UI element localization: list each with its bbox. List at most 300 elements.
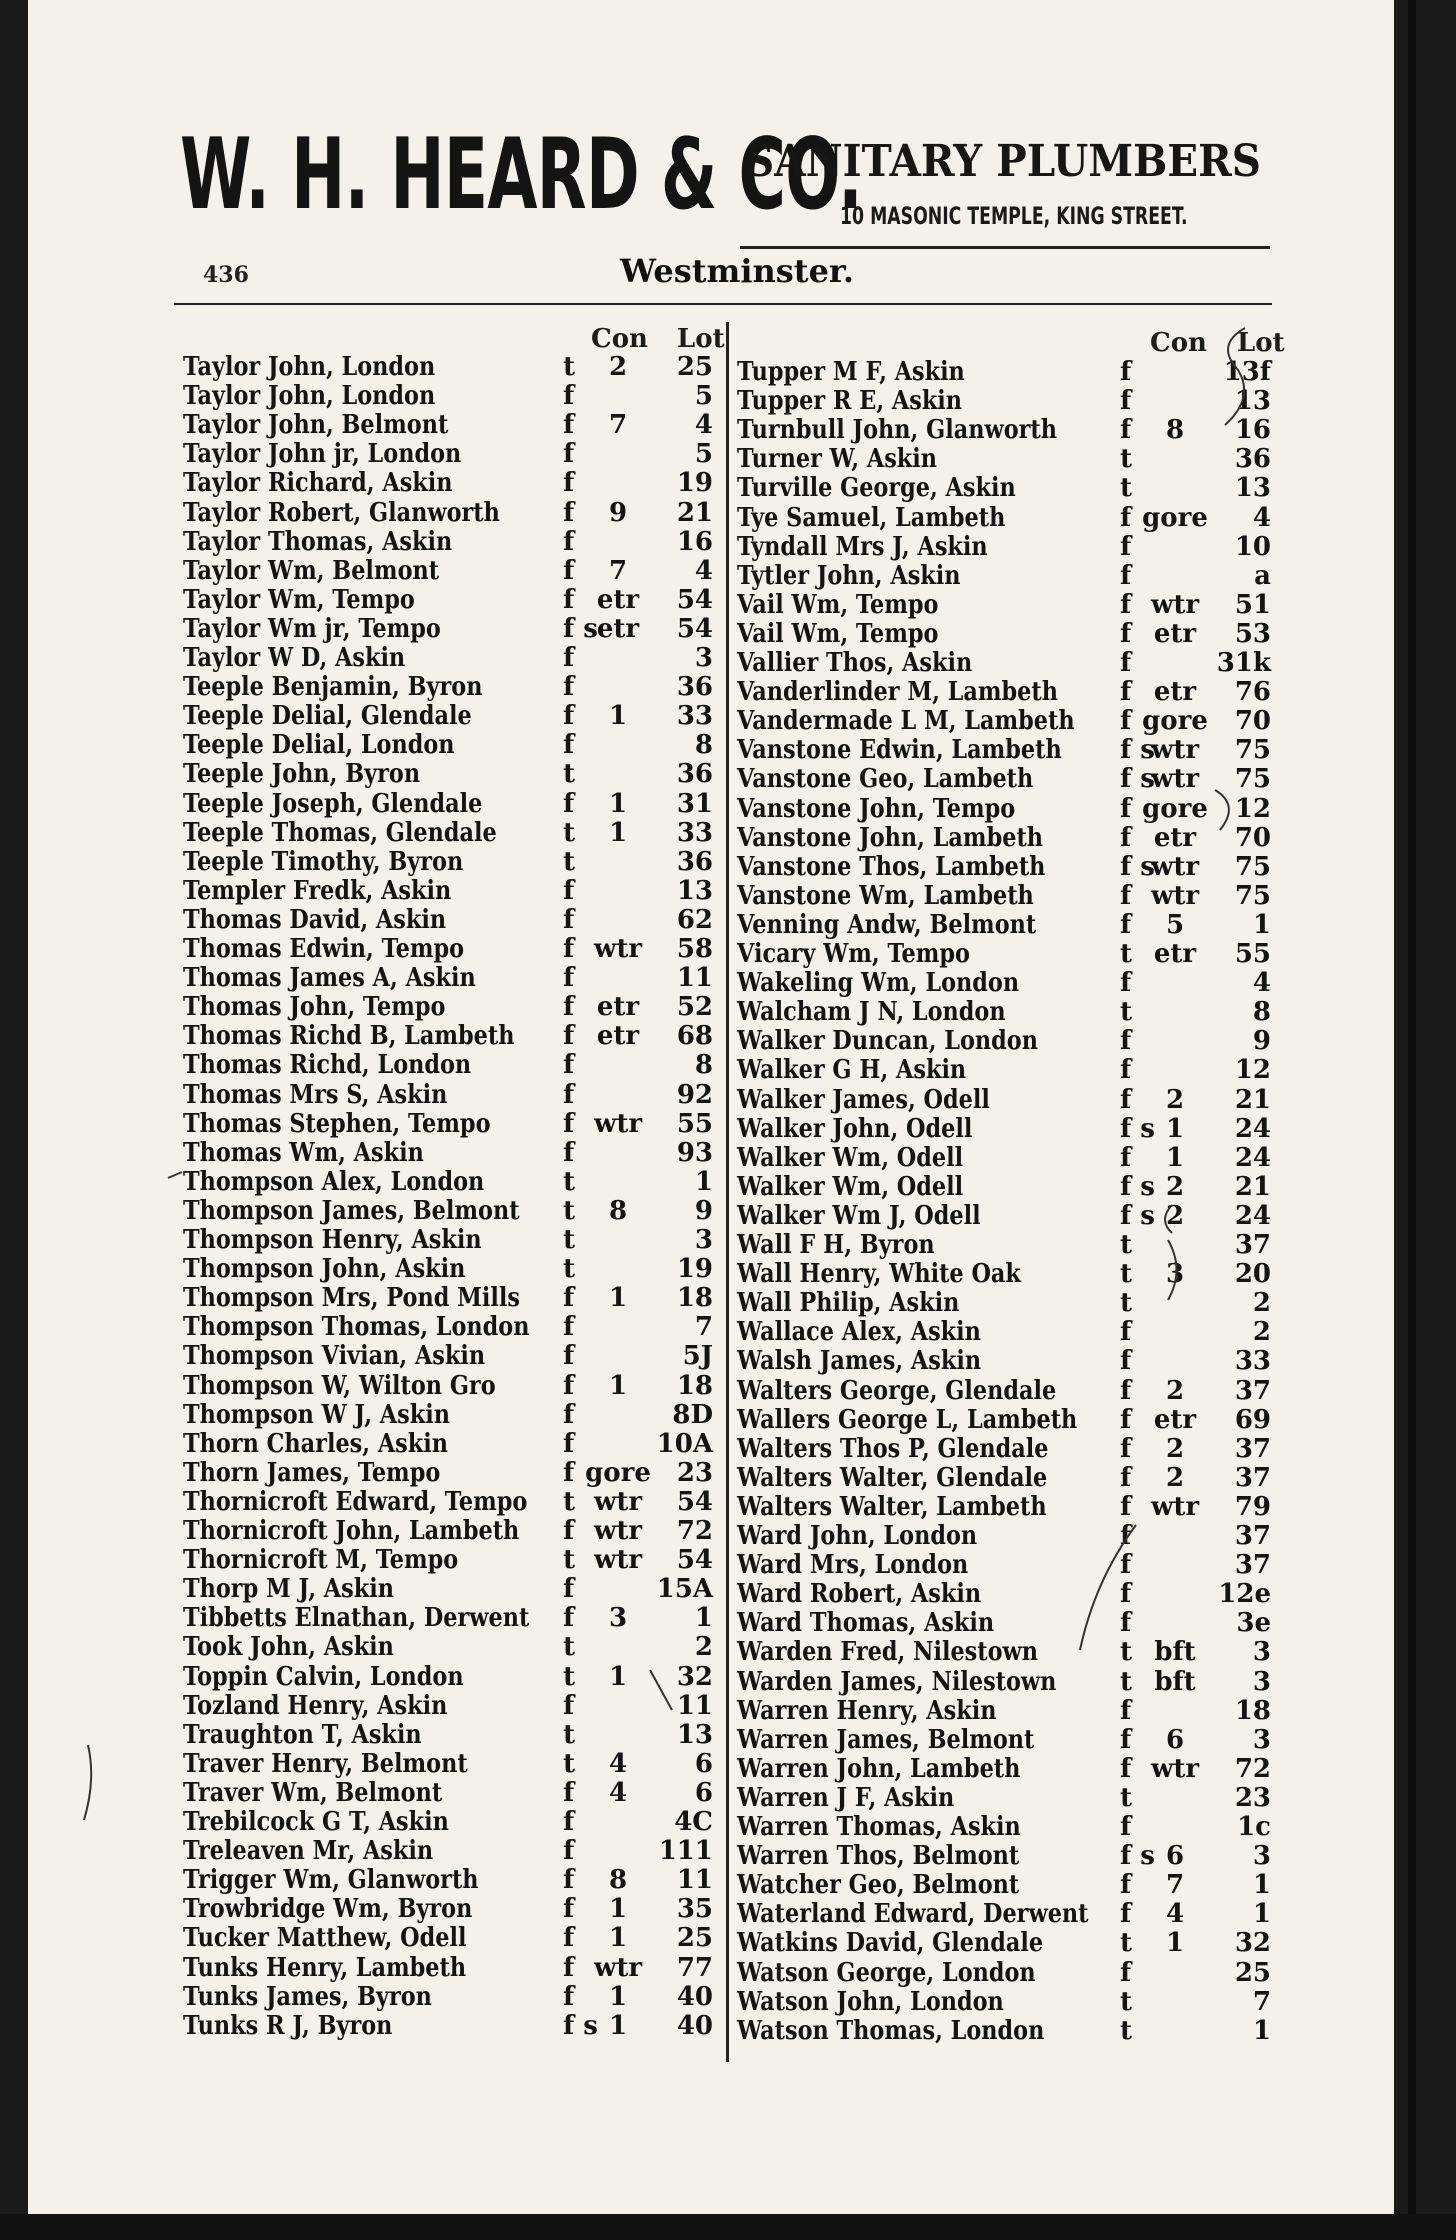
directory-entry [183,1371,723,1400]
advertisement-banner [150,118,1280,248]
entry-tenure: f s [1120,735,1155,766]
entry-tenure: t [1120,1782,1133,1813]
directory-entry [183,1836,723,1865]
directory-entry [737,1841,1277,1870]
entry-name: Teeple John, Byron [183,759,421,790]
entry-lot: 36 [676,846,713,877]
entry-tenure: t [1120,1986,1133,2017]
entry-name: Warren Thomas, Askin [737,1812,1021,1842]
directory-entry [737,1725,1277,1754]
entry-name: Watson John, London [737,1986,1004,2017]
entry-name: Walcham J N, London [737,997,1006,1028]
advertiser-address: 10 MASONIC TEMPLE, KING STREET. [840,202,1188,230]
entry-con: wtr [1150,851,1200,882]
directory-entry [737,1899,1277,1928]
entry-lot: 21 [676,497,713,528]
entry-con: wtr [593,1516,643,1546]
entry-tenure: f [1120,1521,1132,1551]
entry-con: 9 [608,497,628,528]
entry-lot: 111 [658,1836,713,1867]
entry-lot: 40 [676,2010,713,2041]
entry-tenure: f [1120,1899,1132,1930]
entry-tenure: f [1120,706,1132,737]
entry-name: Walker Wm, Odell [737,1171,964,1202]
entry-tenure: f [563,468,575,499]
entry-name: Taylor John jr, London [183,439,462,470]
entry-name: Vanstone John, Tempo [737,793,1016,824]
entry-tenure: f [1120,1317,1132,1348]
entry-tenure: f [563,1399,575,1430]
directory-entry [737,706,1277,735]
con-header-right: Con [1150,328,1207,358]
entry-name: Trigger Wm, Glanworth [183,1865,479,1896]
entry-lot: 4 [694,555,713,586]
entry-lot: 8 [694,1050,713,1081]
entry-lot: 31 [676,788,713,819]
entry-name: Vanstone Wm, Lambeth [737,880,1034,911]
entry-lot: 31k [1216,648,1271,678]
directory-entry [737,619,1277,648]
entry-lot: 19 [676,1254,713,1285]
entry-tenure: t [563,1254,576,1285]
entry-name: Teeple Delial, London [183,730,455,761]
entry-con: wtr [593,934,643,964]
entry-tenure: f [1120,1433,1132,1464]
entry-con: 4 [1165,1899,1185,1930]
banner-rule [740,246,1270,249]
entry-lot: 32 [1234,1928,1271,1959]
entry-lot: 92 [676,1079,713,1110]
entry-name: Thomas Mrs S, Askin [183,1079,448,1110]
entry-tenure: f [563,992,575,1023]
directory-entry [737,1376,1277,1405]
entry-con: wtr [593,1108,643,1139]
entry-tenure: f [563,497,575,528]
entry-name: Vanstone Thos, Lambeth [737,851,1046,882]
entry-tenure: f [563,1108,575,1139]
entry-name: Tupper M F, Askin [737,357,965,387]
directory-entry [183,1662,723,1691]
entry-lot: 37 [1234,1462,1271,1493]
directory-entry [737,794,1277,823]
entry-tenure: t [563,759,576,790]
directory-entry [183,818,723,847]
directory-entry [737,561,1277,590]
directory-entry [183,905,723,934]
entry-tenure: f [1120,589,1132,620]
entry-name: Taylor John, London [183,352,436,382]
entry-name: Walker G H, Askin [737,1055,967,1086]
entry-name: Vicary Wm, Tempo [737,939,970,969]
directory-entry [737,1783,1277,1812]
entry-tenure: f s [1120,764,1155,795]
entry-name: Taylor Robert, Glanworth [183,497,500,528]
directory-entry [183,963,723,992]
entry-name: Wallers George L, Lambeth [737,1404,1078,1435]
entry-lot: 23 [676,1457,713,1488]
entry-tenure: f [563,1050,575,1081]
directory-entry [737,386,1277,415]
entry-tenure: t [1120,1666,1133,1697]
entry-lot: 8 [694,730,713,761]
entry-lot: 37 [1234,1550,1271,1581]
directory-entry [183,643,723,672]
directory-entry [183,1953,723,1982]
entry-lot: 13 [676,875,713,906]
entry-lot: 20 [1234,1259,1271,1290]
entry-tenure: t [563,1195,576,1226]
entry-tenure: t [563,817,576,848]
directory-entry [183,1778,723,1807]
directory-entry [183,468,723,497]
entry-lot: 16 [676,526,713,557]
entry-con: 1 [1165,1142,1185,1173]
entry-tenure: t [563,1661,576,1692]
entry-name: Thornicroft Edward, Tempo [183,1486,528,1517]
entry-lot: 75 [1234,851,1271,882]
entry-tenure: f s [1120,1841,1155,1872]
entry-lot: 36 [676,759,713,790]
entry-lot: 11 [676,1865,713,1896]
entry-lot: 54 [676,1545,713,1576]
entry-tenure: t [563,352,576,382]
directory-entry [183,1720,723,1749]
entry-name: Walters Thos P, Glendale [737,1433,1049,1464]
directory-entry [737,1405,1277,1434]
directory-entry [737,415,1277,444]
entry-tenure: f [1120,1608,1132,1639]
entry-tenure: f [563,875,575,906]
directory-entry [737,881,1277,910]
entry-con: etr [1153,939,1197,969]
entry-con: bft [1154,1666,1196,1697]
directory-entry [737,1026,1277,1055]
entry-lot: 37 [1234,1230,1271,1260]
entry-name: Walker Wm J, Odell [737,1200,981,1231]
entry-con: etr [596,613,640,644]
directory-entry [183,672,723,701]
entry-lot: 76 [1234,677,1271,708]
directory-entry [183,556,723,585]
directory-entry [737,939,1277,968]
entry-lot: 10A [656,1428,713,1459]
directory-entry [737,473,1277,502]
entry-tenure: f [1120,1346,1132,1377]
entry-tenure: f [1120,1084,1132,1115]
entry-lot: 70 [1234,822,1271,853]
advertiser-name: W. H. HEARD & CO. [180,118,863,232]
directory-entry [183,1603,723,1632]
directory-entry [183,1691,723,1720]
entry-con: 4 [608,1777,628,1808]
entry-con: 2 [1165,1375,1185,1406]
directory-entry [183,789,723,818]
entry-name: Thornicroft M, Tempo [183,1545,459,1576]
entry-name: Thomas Wm, Askin [183,1137,424,1168]
directory-entry [737,1114,1277,1143]
entry-name: Walters Walter, Glendale [737,1462,1048,1493]
directory-entry [183,585,723,614]
entry-lot: 25 [1234,1957,1271,1988]
directory-entry [737,1812,1277,1841]
entry-tenure: t [563,846,576,877]
entry-tenure: f [1120,1870,1132,1901]
entry-tenure: f [1120,1550,1132,1581]
entry-lot: a [1254,560,1271,591]
entry-lot: 54 [676,1486,713,1517]
entry-lot: 1 [1252,909,1271,940]
entry-tenure: f [1120,1491,1132,1522]
entry-con: 8 [608,1195,628,1226]
entry-name: Ward Mrs, London [737,1550,969,1581]
entry-tenure: f [563,1807,575,1837]
directory-entry [737,1463,1277,1492]
entry-tenure: t [1120,1928,1133,1959]
entry-lot: 21 [1234,1084,1271,1115]
entry-lot: 7 [1252,1986,1271,2017]
entry-con: wtr [1150,880,1200,911]
entry-tenure: f [1120,1462,1132,1493]
entry-lot: 1c [1237,1812,1271,1842]
entry-tenure: f [1120,1724,1132,1755]
entry-con: gore [1142,793,1208,824]
entry-tenure: f [563,963,575,994]
entry-name: Thompson Thomas, London [183,1312,530,1343]
entry-name: Venning Andw, Belmont [737,909,1037,940]
entry-name: Tibbetts Elnathan, Derwent [183,1603,530,1634]
entry-lot: 75 [1234,764,1271,795]
entry-tenure: f s [563,613,598,644]
entry-tenure: f [1120,357,1132,387]
entry-name: Thorn James, Tempo [183,1457,441,1488]
entry-tenure: f [1120,502,1132,533]
entry-con: 1 [608,2010,628,2041]
entry-name: Ward Thomas, Askin [737,1608,995,1639]
directory-entry [737,444,1277,473]
entry-tenure: f [1120,386,1132,417]
entry-name: Tunks James, Byron [183,1981,432,2012]
directory-entry [737,1259,1277,1288]
directory-entry [183,1429,723,1458]
entry-name: Thomas Edwin, Tempo [183,934,465,964]
entry-tenure: f [1120,531,1132,562]
entry-lot: 33 [1234,1346,1271,1377]
entry-name: Thornicroft John, Lambeth [183,1516,520,1546]
entry-lot: 55 [1234,939,1271,969]
entry-name: Thomas Stephen, Tempo [183,1108,491,1139]
entry-name: Taylor Wm, Tempo [183,584,415,615]
entry-lot: 18 [1234,1695,1271,1726]
entry-tenure: t [1120,997,1133,1028]
con-header-left: Con [591,324,648,354]
lot-header-left: Lot [677,324,725,354]
entry-name: Walker John, Odell [737,1113,973,1144]
entry-name: Turville George, Askin [737,473,1016,504]
entry-con: 1 [608,1894,628,1925]
directory-entry [183,1807,723,1836]
entry-tenure: f [563,1457,575,1488]
entry-lot: 6 [694,1777,713,1808]
entry-lot: 53 [1234,618,1271,649]
entry-tenure: f [563,439,575,470]
entry-lot: 70 [1234,706,1271,737]
entry-lot: 54 [676,584,713,615]
entry-con: 2 [1165,1462,1185,1493]
directory-entry [183,439,723,468]
entry-name: Taylor W D, Askin [183,643,406,673]
entry-name: Thomas David, Askin [183,904,447,935]
entry-con: 2 [608,352,628,382]
directory-entry [183,1982,723,2011]
entry-con: 2 [1165,1200,1185,1231]
directory-entry [183,1254,723,1283]
entry-tenure: f [1120,909,1132,940]
entry-con: 1 [608,788,628,819]
entry-name: Treleaven Mr, Askin [183,1836,434,1867]
directory-entry [737,503,1277,532]
entry-con: bft [1154,1637,1196,1668]
entry-tenure: f [563,1516,575,1546]
entry-name: Thompson W J, Askin [183,1399,450,1430]
directory-entry [183,759,723,788]
entry-lot: 93 [676,1137,713,1168]
entry-tenure: f [1120,1375,1132,1406]
directory-entry [183,1283,723,1312]
entry-name: Tucker Matthew, Odell [183,1923,467,1954]
directory-entry [183,1574,723,1603]
directory-entry [183,352,723,381]
entry-con: 5 [1165,909,1185,940]
entry-tenure: t [563,1545,576,1576]
directory-entry [737,1201,1277,1230]
entry-lot: 1 [694,1603,713,1634]
entry-con: 8 [1165,415,1185,446]
directory-entry [183,1923,723,1952]
scan-edge-bottom [0,2214,1456,2240]
entry-lot: 37 [1234,1433,1271,1464]
directory-entry [183,381,723,410]
directory-entry [183,1167,723,1196]
entry-con: 4 [608,1748,628,1779]
entry-lot: 5 [694,381,713,412]
entry-name: Thomas James A, Askin [183,963,476,994]
entry-lot: 4C [674,1807,713,1837]
entry-lot: 15A [656,1574,713,1605]
entry-name: Traver Wm, Belmont [183,1777,443,1808]
directory-entry [737,1987,1277,2016]
entry-tenure: t [563,1748,576,1779]
entry-lot: 19 [676,468,713,499]
entry-lot: 12 [1234,793,1271,824]
entry-tenure: t [1120,1259,1133,1290]
entry-tenure: f s [1120,1113,1155,1144]
entry-lot: 5J [682,1341,713,1372]
entry-con: etr [1153,822,1197,853]
entry-tenure: f [1120,1812,1132,1842]
entry-name: Vandermade L M, Lambeth [737,706,1075,737]
entry-tenure: f [1120,880,1132,911]
directory-entry [737,1346,1277,1375]
entry-name: Vanderlinder M, Lambeth [737,677,1058,708]
entry-tenure: f s [563,2010,598,2041]
directory-entry [183,1487,723,1516]
entry-name: Ward Robert, Askin [737,1579,982,1610]
directory-entry [737,1085,1277,1114]
entry-tenure: f [563,410,575,441]
column-divider [726,322,729,2062]
entry-lot: 13f [1223,357,1271,387]
entry-name: Warren J F, Askin [737,1782,955,1813]
entry-tenure: f [563,934,575,964]
entry-tenure: f [563,730,575,761]
entry-tenure: f [563,584,575,615]
entry-name: Warden James, Nilestown [737,1666,1057,1697]
entry-tenure: t [1120,1637,1133,1668]
entry-tenure: f s [1120,1171,1155,1202]
entry-con: wtr [1150,1491,1200,1522]
entry-name: Wall F H, Byron [737,1230,935,1260]
entry-tenure: f [1120,1142,1132,1173]
directory-entry [737,1608,1277,1637]
entry-con: 1 [1165,1113,1185,1144]
entry-tenure: f s [1120,1200,1155,1231]
entry-name: Turnbull John, Glanworth [737,415,1057,446]
entry-name: Teeple Benjamin, Byron [183,672,483,703]
entry-lot: 58 [676,934,713,964]
directory-entry [737,1143,1277,1172]
directory-entry [737,1521,1277,1550]
entry-name: Waterland Edward, Derwent [737,1899,1089,1930]
directory-entry [737,1696,1277,1725]
entry-tenure: f s [1120,851,1155,882]
directory-entry [737,735,1277,764]
entry-name: Wall Philip, Askin [737,1288,960,1319]
directory-entry [183,1632,723,1661]
entry-name: Wall Henry, White Oak [737,1259,1021,1290]
entry-lot: 18 [676,1370,713,1401]
entry-name: Taylor Wm, Belmont [183,555,440,586]
entry-tenure: f [563,1865,575,1896]
directory-entry [737,852,1277,881]
directory-entry [183,1458,723,1487]
entry-lot: 21 [1234,1171,1271,1202]
entry-con: gore [1142,502,1208,533]
entry-tenure: f [1120,1753,1132,1784]
entry-con: 1 [608,701,628,732]
entry-con: etr [596,584,640,615]
entry-lot: 9 [694,1195,713,1226]
entry-name: Thompson John, Askin [183,1254,466,1285]
directory-entry [183,1109,723,1138]
directory-entry [183,730,723,759]
directory-entry [737,1055,1277,1084]
entry-lot: 3e [1236,1608,1271,1639]
entry-tenure: f [1120,648,1132,678]
entry-lot: 75 [1234,880,1271,911]
entry-tenure: f [563,381,575,412]
entry-tenure: t [563,1166,576,1197]
entry-name: Thompson W, Wilton Gro [183,1370,496,1401]
entry-con: 1 [608,1923,628,1954]
entry-lot: 13 [1234,386,1271,417]
directory-entry [737,1870,1277,1899]
entry-lot: 8 [1252,997,1271,1028]
entry-lot: 23 [1234,1782,1271,1813]
entry-con: 2 [1165,1171,1185,1202]
directory-entry [183,1545,723,1574]
entry-con: wtr [1150,764,1200,795]
entry-name: Warren James, Belmont [737,1724,1035,1755]
